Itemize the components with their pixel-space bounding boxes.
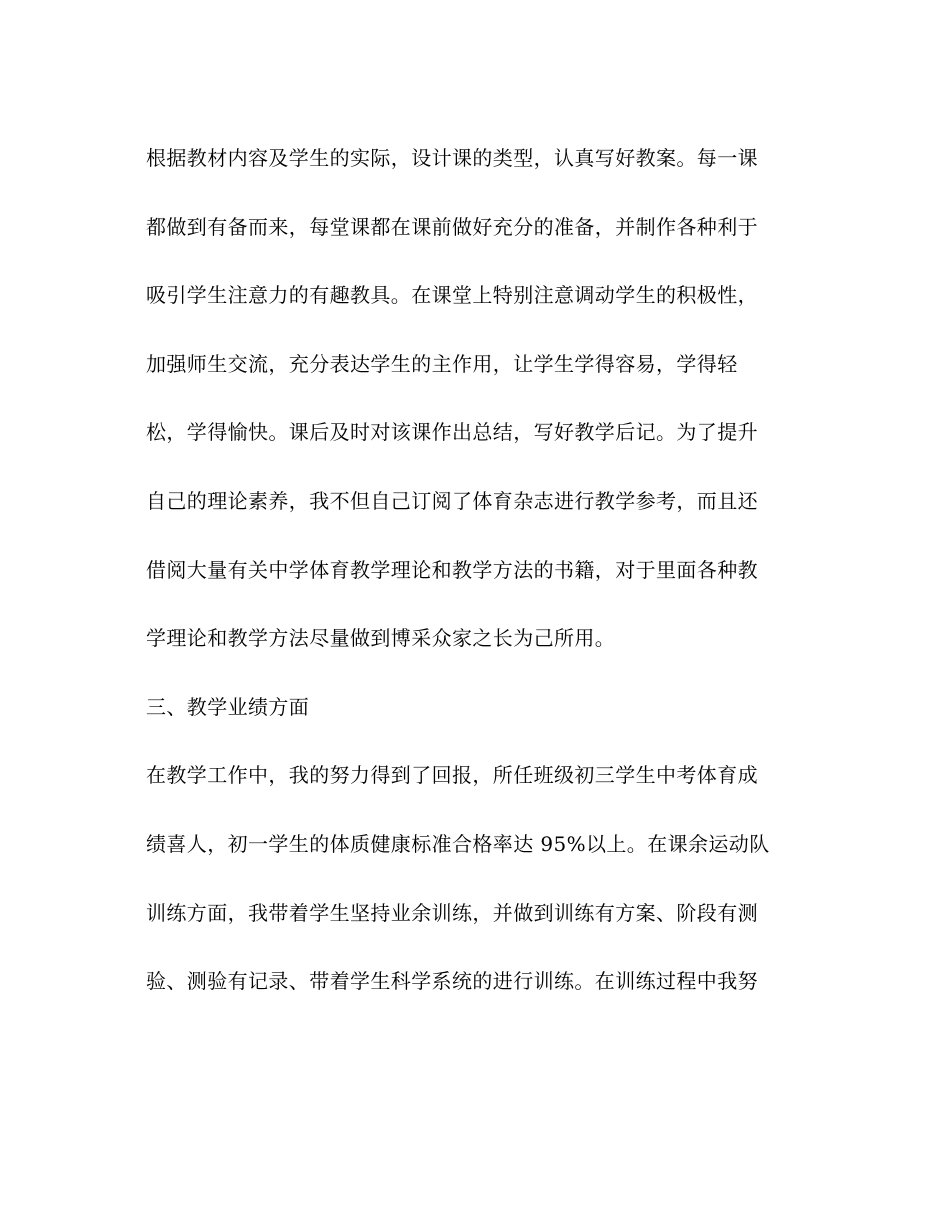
paragraph-line: 根据教材内容及学生的实际，设计课的类型，认真写好教案。每一课 xyxy=(146,146,758,170)
paragraph-line: 训练方面，我带着学生坚持业余训练，并做到训练有方案、阶段有测 xyxy=(146,900,758,925)
paragraph-line: 学理论和教学方法尽量做到博采众家之长为己所用。 xyxy=(146,626,616,651)
paragraph-line: 绩喜人，初一学生的体质健康标准合格率达 95%以上。在课余运动队 xyxy=(146,831,770,856)
paragraph-line: 验、测验有记录、带着学生科学系统的进行训练。在训练过程中我努 xyxy=(146,969,758,994)
paragraph-line: 吸引学生注意力的有趣教具。在课堂上特别注意调动学生的积极性， xyxy=(146,283,758,308)
paragraph-line: 加强师生交流，充分表达学生的主作用，让学生学得容易，学得轻 xyxy=(146,351,738,376)
section-heading: 三、教学业绩方面 xyxy=(146,694,310,719)
paragraph-line: 都做到有备而来，每堂课都在课前做好充分的准备，并制作各种利于 xyxy=(146,214,758,239)
paragraph-line: 借阅大量有关中学体育教学理论和教学方法的书籍，对于里面各种教 xyxy=(146,557,758,582)
paragraph-line: 松，学得愉快。课后及时对该课作出总结，写好教学后记。为了提升 xyxy=(146,420,758,445)
paragraph-line: 在教学工作中，我的努力得到了回报，所任班级初三学生中考体育成 xyxy=(146,763,758,788)
paragraph-line: 自己的理论素养，我不但自己订阅了体育杂志进行教学参考，而且还 xyxy=(146,488,758,513)
document-body xyxy=(146,140,826,1032)
